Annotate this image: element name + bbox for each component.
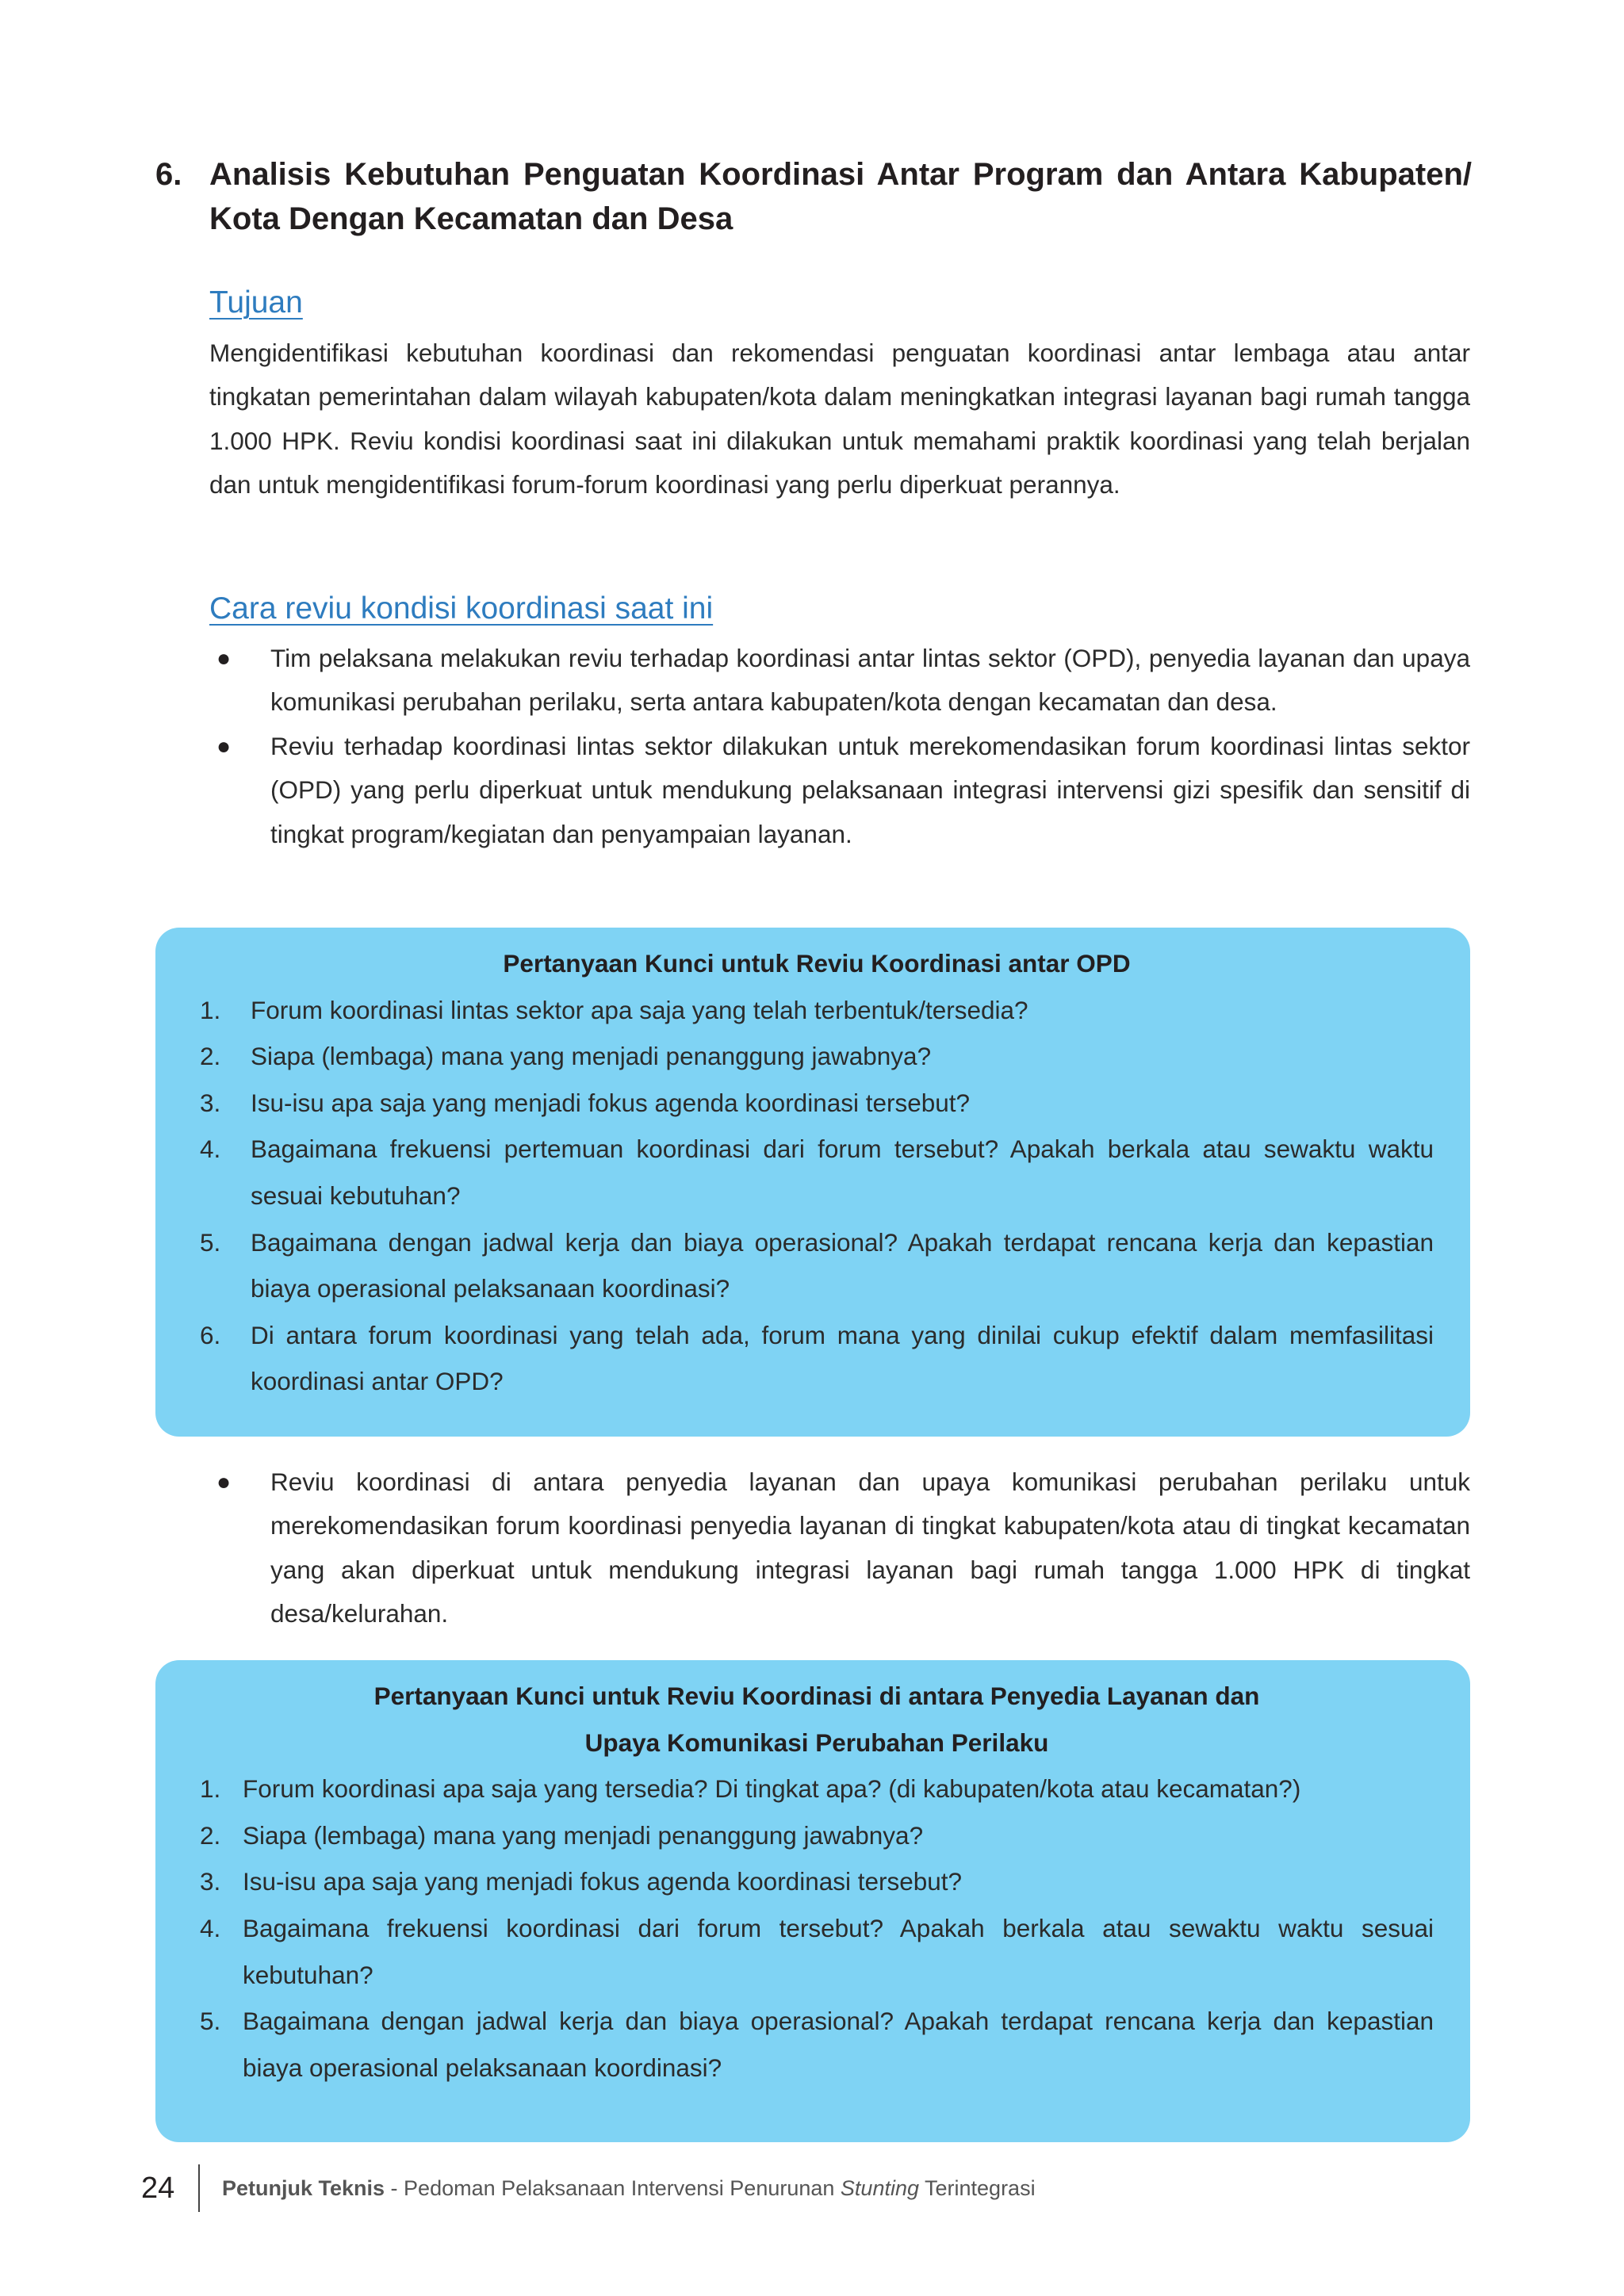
question-number: 5. — [200, 1227, 221, 1257]
question-text: Siapa (lembaga) mana yang menjadi penanggung jawabnya? — [251, 1042, 932, 1071]
question-number: 1. — [200, 995, 221, 1024]
footer-divider — [198, 2164, 200, 2212]
list-item — [209, 1460, 1470, 1636]
footer-document-title — [222, 2176, 1036, 2201]
question-item — [200, 1812, 1434, 1859]
section-heading — [155, 152, 1472, 241]
provider-review-list — [209, 1460, 1470, 1636]
box-title: Pertanyaan Kunci untuk Reviu Koordinasi antar OPD — [503, 949, 1131, 978]
footer-doc-bold: Petunjuk Teknis — [222, 2175, 385, 2200]
question-number: 1. — [200, 1774, 221, 1804]
question-number: 5. — [200, 2007, 221, 2036]
bullet-icon: ● — [216, 733, 232, 760]
question-item — [200, 1033, 1434, 1080]
box-title-line-2: Upaya Komunikasi Perubahan Perilaku — [584, 1728, 1049, 1757]
question-item — [200, 1126, 1434, 1219]
question-item — [200, 1766, 1434, 1812]
section-title: Analisis Kebutuhan Penguatan Koordinasi Antar Program dan Antara Kabupaten/ Kota Dengan Kecamatan dan Desa — [209, 157, 1472, 236]
question-item — [200, 1858, 1434, 1905]
question-list — [200, 1766, 1434, 2091]
key-questions-provider-box — [155, 1660, 1470, 2142]
cara-reviu-heading: Cara reviu kondisi koordinasi saat ini — [209, 591, 714, 626]
question-text: Isu-isu apa saja yang menjadi fokus agenda koordinasi tersebut? — [251, 1088, 971, 1117]
question-item — [200, 1998, 1434, 2091]
tujuan-paragraph: Mengidentifikasi kebutuhan koordinasi dan rekomendasi penguatan koordinasi antar lembaga atau antar tingkatan pemerintahan dalam wilayah kabupaten/kota dalam meningkatkan integrasi layanan bagi rumah tangga 1.000 HPK. Reviu kondisi koordinasi saat ini dilakukan untuk memahami praktik koordinasi yang telah berjalan dan untuk mengidentifikasi forum-forum koordinasi yang perlu diperkuat perannya. — [209, 339, 1470, 499]
question-item — [200, 987, 1434, 1034]
bullet-text: Reviu koordinasi di antara penyedia layanan dan upaya komunikasi perubahan perilaku untuk merekomendasikan forum koordinasi penyedia layanan di tingkat kabupaten/kota atau di tingkat kecamatan yang akan diperkuat untuk mendukung integrasi layanan bagi rumah tangga 1.000 HPK di tingkat desa/kelurahan. — [270, 1468, 1470, 1628]
question-text: Bagaimana frekuensi pertemuan koordinasi dari forum tersebut? Apakah berkala atau sewaktu waktu sesuai kebutuhan? — [251, 1135, 1434, 1210]
question-number: 4. — [200, 1913, 221, 1942]
footer-doc-italic: Stunting — [840, 2175, 919, 2200]
question-text: Isu-isu apa saja yang menjadi fokus agenda koordinasi tersebut? — [243, 1867, 963, 1896]
footer-doc-end: Terintegrasi — [919, 2175, 1036, 2200]
question-text: Di antara forum koordinasi yang telah ada, forum mana yang dinilai cukup efektif dalam memfasilitasi koordinasi antar OPD? — [251, 1320, 1434, 1396]
question-item — [200, 1312, 1434, 1405]
bullet-icon: ● — [216, 645, 232, 672]
page-footer — [141, 2164, 1036, 2212]
question-text: Forum koordinasi lintas sektor apa saja yang telah terbentuk/tersedia? — [251, 995, 1028, 1024]
question-item — [200, 1080, 1434, 1127]
question-list — [200, 987, 1434, 1405]
bullet-icon: ● — [216, 1469, 232, 1495]
box-title-line-1: Pertanyaan Kunci untuk Reviu Koordinasi di antara Penyedia Layanan dan — [373, 1682, 1260, 1710]
question-number: 3. — [200, 1867, 221, 1896]
tujuan-heading: Tujuan — [209, 285, 303, 320]
key-questions-opd-box — [155, 928, 1470, 1437]
question-text: Bagaimana frekuensi koordinasi dari forum tersebut? Apakah berkala atau sewaktu waktu sesuai kebutuhan? — [243, 1913, 1434, 1989]
question-item — [200, 1219, 1434, 1312]
list-item — [209, 637, 1470, 725]
question-number: 2. — [200, 1042, 221, 1071]
question-text: Bagaimana dengan jadwal kerja dan biaya operasional? Apakah terdapat rencana kerja dan kepastian biaya operasional pelaksanaan koordinasi? — [243, 2007, 1434, 2082]
question-number: 2. — [200, 1820, 221, 1850]
question-number: 4. — [200, 1135, 221, 1164]
bullet-text: Tim pelaksana melakukan reviu terhadap koordinasi antar lintas sektor (OPD), penyedia layanan dan upaya komunikasi perubahan perilaku, serta antara kabupaten/kota dengan kecamatan dan desa. — [270, 644, 1470, 717]
question-item — [200, 1905, 1434, 1998]
cara-reviu-list — [209, 637, 1470, 856]
question-number: 3. — [200, 1088, 221, 1117]
question-text: Bagaimana dengan jadwal kerja dan biaya operasional? Apakah terdapat rencana kerja dan kepastian biaya operasional pelaksanaan koordinasi? — [251, 1227, 1434, 1303]
question-text: Forum koordinasi apa saja yang tersedia? Di tingkat apa? (di kabupaten/kota atau kecamatan?) — [243, 1774, 1301, 1804]
question-text: Siapa (lembaga) mana yang menjadi penanggung jawabnya? — [243, 1820, 924, 1850]
list-item — [209, 725, 1470, 856]
section-number: 6. — [155, 157, 182, 192]
question-number: 6. — [200, 1320, 221, 1349]
bullet-text: Reviu terhadap koordinasi lintas sektor dilakukan untuk merekomendasikan forum koordinasi lintas sektor (OPD) yang perlu diperkuat untuk mendukung pelaksanaan integrasi intervensi gizi spesifik dan sensitif di tingkat program/kegiatan dan penyampaian layanan. — [270, 731, 1470, 848]
page-number: 24 — [141, 2171, 175, 2205]
footer-doc-rest: - Pedoman Pelaksanaan Intervensi Penurunan — [385, 2175, 841, 2200]
